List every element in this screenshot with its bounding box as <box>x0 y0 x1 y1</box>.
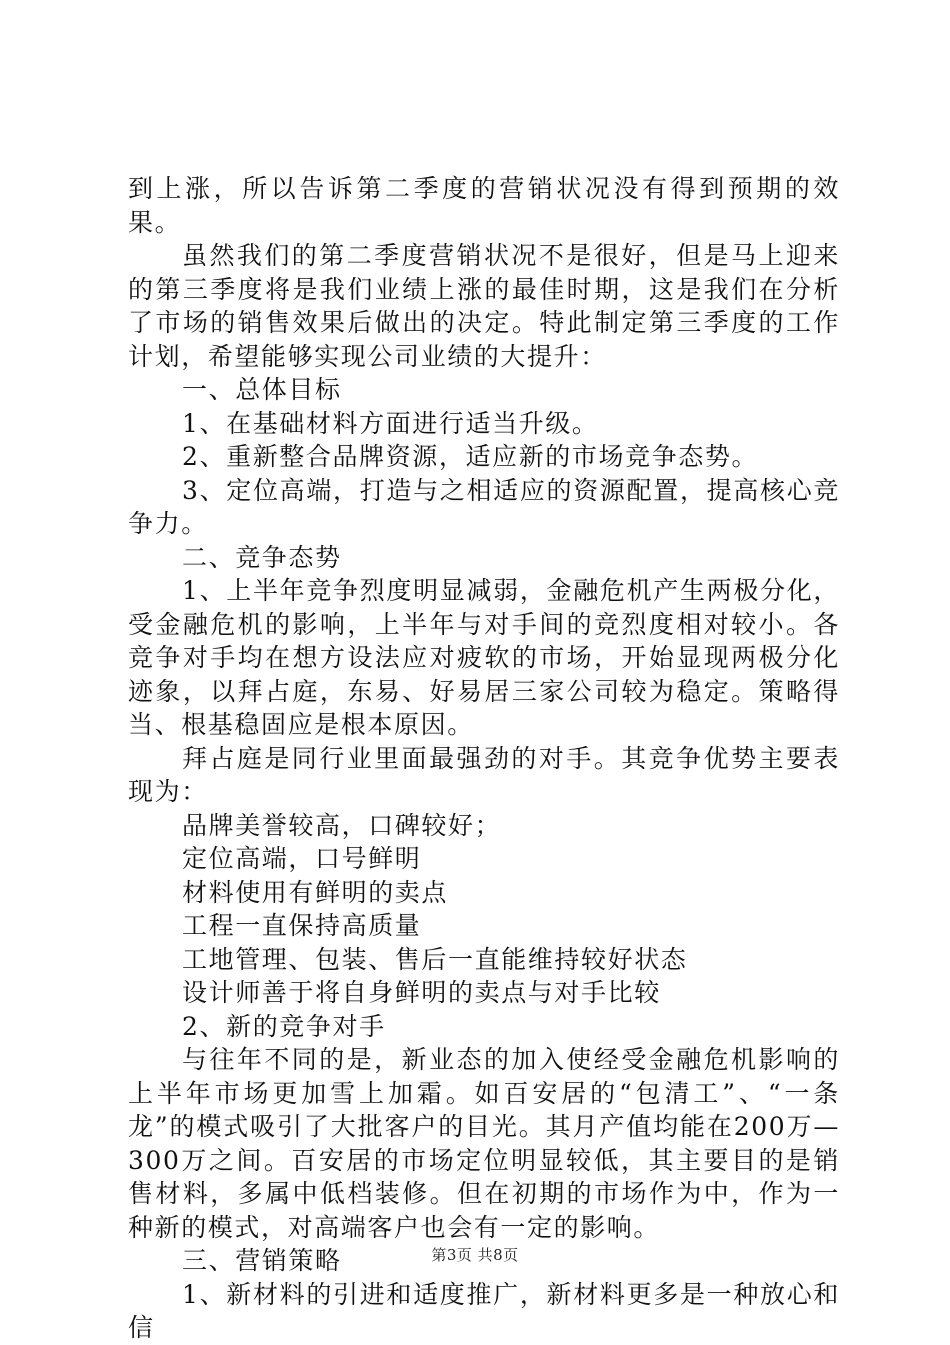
list-item: 1、在基础材料方面进行适当升级。 <box>182 408 599 438</box>
paragraph: 拜占庭是同行业里面最强劲的对手。其竞争优势主要表现为： <box>128 743 840 806</box>
list-item: 工地管理、包装、售后一直能维持较好状态 <box>182 944 688 974</box>
paragraph: 与往年不同的是，新业态的加入使经受金融危机影响的上半年市场更加雪上加霜。如百安居的“包清工”、“一条龙”的模式吸引了大批客户的目光。其月产值均能在200万—300万之间。百安居的市场定位明显较低，其主要目的是销售材料，多属中低档装修。但在初期的市场作为中，作为一种新的模式，对高端客户也会有一定的影响。 <box>128 1045 840 1242</box>
paragraph: 1、新材料的引进和适度推广，新材料更多是一种放心和信 <box>128 1279 840 1342</box>
list-item: 3、定位高端，打造与之相适应的资源配置，提高核心竞争力。 <box>128 475 840 538</box>
subsection-heading: 2、新的竞争对手 <box>182 1011 386 1041</box>
paragraph: 1、上半年竞争烈度明显减弱，金融危机产生两极分化，受金融危机的影响，上半年与对手间的竞烈度相对较小。各竞争对手均在想方设法应对疲软的市场，开始显现两极分化迹象，以拜占庭，东易、好易居三家公司较为稳定。策略得当、根基稳固应是根本原因。 <box>128 576 840 739</box>
paragraph: 到上涨，所以告诉第二季度的营销状况没有得到预期的效果。 <box>128 174 840 237</box>
page-number-footer: 第3页 共8页 <box>431 1246 519 1264</box>
list-item: 2、重新整合品牌资源，适应新的市场竞争态势。 <box>182 442 759 471</box>
section-heading: 三、营销策略 <box>182 1246 342 1275</box>
section-heading: 一、总体目标 <box>182 375 342 404</box>
list-item: 工程一直保持高质量 <box>182 911 422 940</box>
document-body <box>128 172 840 1345</box>
list-item: 定位高端，口号鲜明 <box>182 844 422 873</box>
paragraph: 虽然我们的第二季度营销状况不是很好，但是马上迎来的第三季度将是我们业绩上涨的最佳时期，这是我们在分析了市场的销售效果后做出的决定。特此制定第三季度的工作计划，希望能够实现公司业绩的大提升： <box>128 241 840 371</box>
list-item: 材料使用有鲜明的卖点 <box>182 877 449 907</box>
list-item: 设计师善于将自身鲜明的卖点与对手比较 <box>182 978 661 1007</box>
section-heading: 二、竞争态势 <box>182 542 342 572</box>
list-item: 品牌美誉较高，口碑较好； <box>182 810 502 840</box>
